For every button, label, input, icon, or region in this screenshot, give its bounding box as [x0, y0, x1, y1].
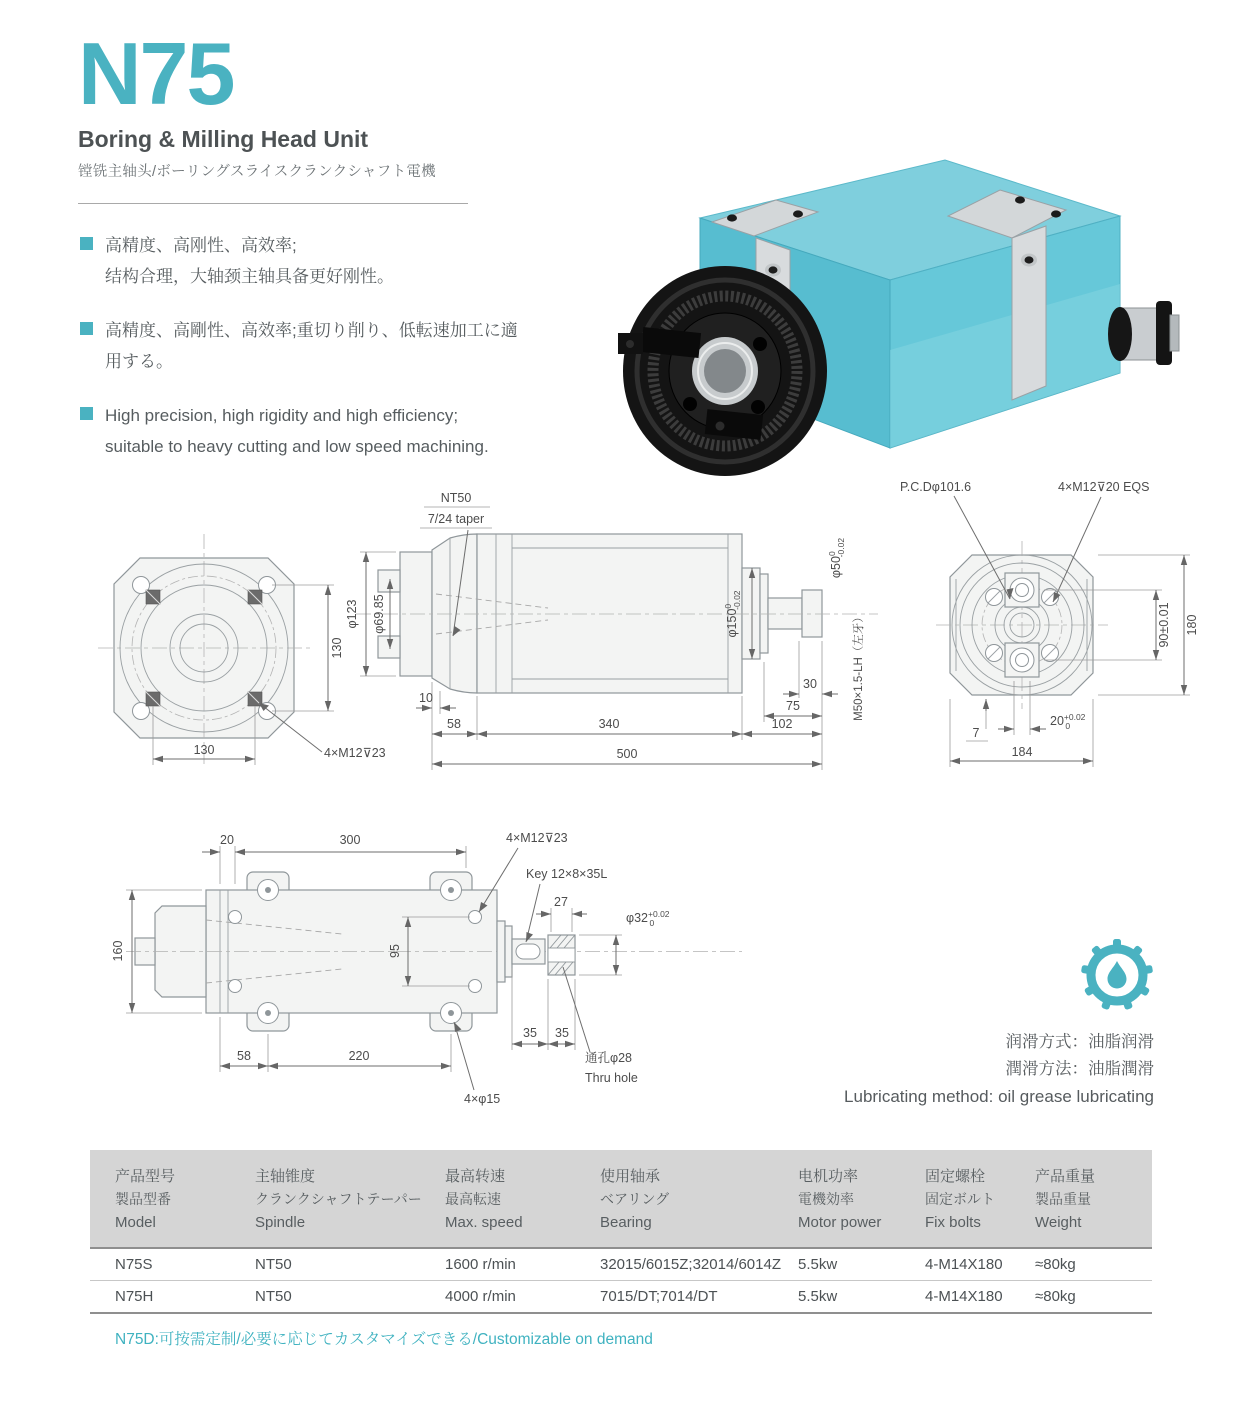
feature-item: [78, 400, 548, 462]
header: [78, 24, 548, 485]
dim-label: 300: [339, 833, 361, 847]
divider: [78, 203, 468, 204]
feature-line: 高精度、高刚性、高效率;: [105, 236, 297, 255]
page-title: Boring & Milling Head Unit: [78, 126, 369, 152]
lubrication-info: [724, 938, 1154, 1110]
thread-label: M50×1.5-LH（左牙）: [853, 611, 865, 721]
spec-table-header: [90, 1150, 1152, 1249]
spec-table: [90, 1150, 1152, 1349]
bolt-callout: 4×M12⊽23: [506, 831, 568, 845]
feature-item: [78, 230, 548, 292]
feature-line: 结构合理，大轴颈主轴具备更好刚性。: [105, 267, 394, 286]
dim-label: 130: [193, 743, 215, 757]
thru-hole-label: Thru hole: [585, 1071, 638, 1085]
col-max-speed: 最高转速 最高転速 Max. speed: [445, 1168, 523, 1231]
dim-label: $\varphi 32^{+0.02}$ 0: [626, 909, 670, 928]
feature-item: [78, 315, 548, 377]
product-photo: [560, 118, 1180, 478]
feature-line: High precision, high rigidity and high efficiency;: [105, 406, 459, 425]
thru-hole-label: 通孔φ28: [585, 1051, 633, 1065]
dim-label: 20: [220, 833, 234, 847]
dim-label: 7: [972, 726, 980, 740]
dim-label: 27: [554, 895, 568, 909]
dim-label: 30: [803, 677, 817, 691]
gear-icon-wrap: [724, 938, 1154, 1017]
dim-label: 500: [616, 747, 638, 761]
dim-label: $20^{+0.02}$ 0: [1050, 712, 1086, 731]
feature-list: [78, 230, 548, 462]
lubrication-line-zh: 润滑方式：油脂润滑: [1005, 1033, 1154, 1051]
hole-callout: 4×φ15: [464, 1092, 501, 1106]
table-row: N75S NT50 1600 r/min 32015/6015Z;32014/6014Z 5.5kw 4-M14X180 ≈80kg: [90, 1249, 1152, 1281]
customization-note: N75D:可按需定制/必要に応じてカスタマイズできる/Customizable on demand: [115, 1331, 653, 1348]
col-bearing: 使用轴承 ベアリング Bearing: [600, 1168, 670, 1231]
product-code: N75: [78, 24, 234, 123]
dim-label: $\varphi 150^0-0.02$: [723, 590, 742, 638]
col-fix-bolts: 固定螺栓 固定ボルト Fix bolts: [925, 1168, 995, 1231]
bullet-square-icon: [80, 237, 93, 250]
key-label: Key 12×8×35L: [526, 867, 608, 881]
dim-label: $\varphi 50^0-0.02$: [827, 537, 846, 579]
dim-label: 58: [237, 1049, 251, 1063]
lubrication-gear-icon: [1080, 938, 1154, 1012]
taper-label: NT50: [440, 491, 472, 505]
dim-label: 35: [555, 1026, 569, 1040]
col-motor-power: 电机功率 電機効率 Motor power: [798, 1168, 882, 1231]
dim-label: 90±0.01: [1157, 602, 1171, 648]
dim-label: 130: [330, 637, 344, 659]
col-weight: 产品重量 製品重量 Weight: [1035, 1168, 1096, 1231]
col-spindle: 主轴锥度 クランクシャフトテーパー Spindle: [255, 1168, 422, 1231]
dim-label: 160: [111, 940, 125, 962]
table-row: N75H NT50 4000 r/min 7015/DT;7014/DT 5.5kw 4-M14X180 ≈80kg: [90, 1281, 1152, 1314]
feature-line: suitable to heavy cutting and low speed machining.: [105, 437, 489, 456]
lubrication-line-jp: 潤滑方法：油脂潤滑: [1005, 1060, 1154, 1078]
dim-label: φ123: [345, 599, 359, 629]
pcd-label: P.C.Dφ101.6: [900, 480, 972, 494]
bullet-square-icon: [80, 322, 93, 335]
col-model: 产品型号 製品型番 Model: [115, 1168, 176, 1231]
dim-label: 58: [447, 717, 461, 731]
dim-label: 184: [1011, 745, 1033, 759]
dim-label: φ69.85: [372, 594, 386, 634]
bullet-square-icon: [80, 407, 93, 420]
rear-view-drawing: [898, 475, 1223, 805]
dim-label: 35: [523, 1026, 537, 1040]
bolt-callout: 4×M12⊽20 EQS: [1058, 480, 1150, 494]
dim-label: 75: [786, 699, 800, 713]
side-view-drawing: [338, 486, 888, 791]
dim-label: 340: [598, 717, 620, 731]
dim-label: 102: [771, 717, 793, 731]
page-subtitle: 镗铣主轴头/ボーリングスライスクランクシャフト電機: [78, 164, 436, 180]
feature-line: 用する。: [105, 352, 173, 371]
chuck: [618, 266, 827, 476]
dim-label: 180: [1185, 614, 1199, 636]
taper-label: 7/24 taper: [427, 512, 485, 526]
dim-label: 95: [388, 944, 402, 958]
feature-line: 高精度、高剛性、高效率;重切り削り、低転速加工に適: [105, 321, 518, 340]
dim-label: 10: [419, 691, 433, 705]
bolt-callout: 4×M12⊽23: [324, 746, 386, 760]
lubrication-line-en: Lubricating method: oil grease lubricating: [844, 1087, 1154, 1106]
top-view-drawing: [102, 822, 752, 1122]
dim-label: 220: [348, 1049, 370, 1063]
